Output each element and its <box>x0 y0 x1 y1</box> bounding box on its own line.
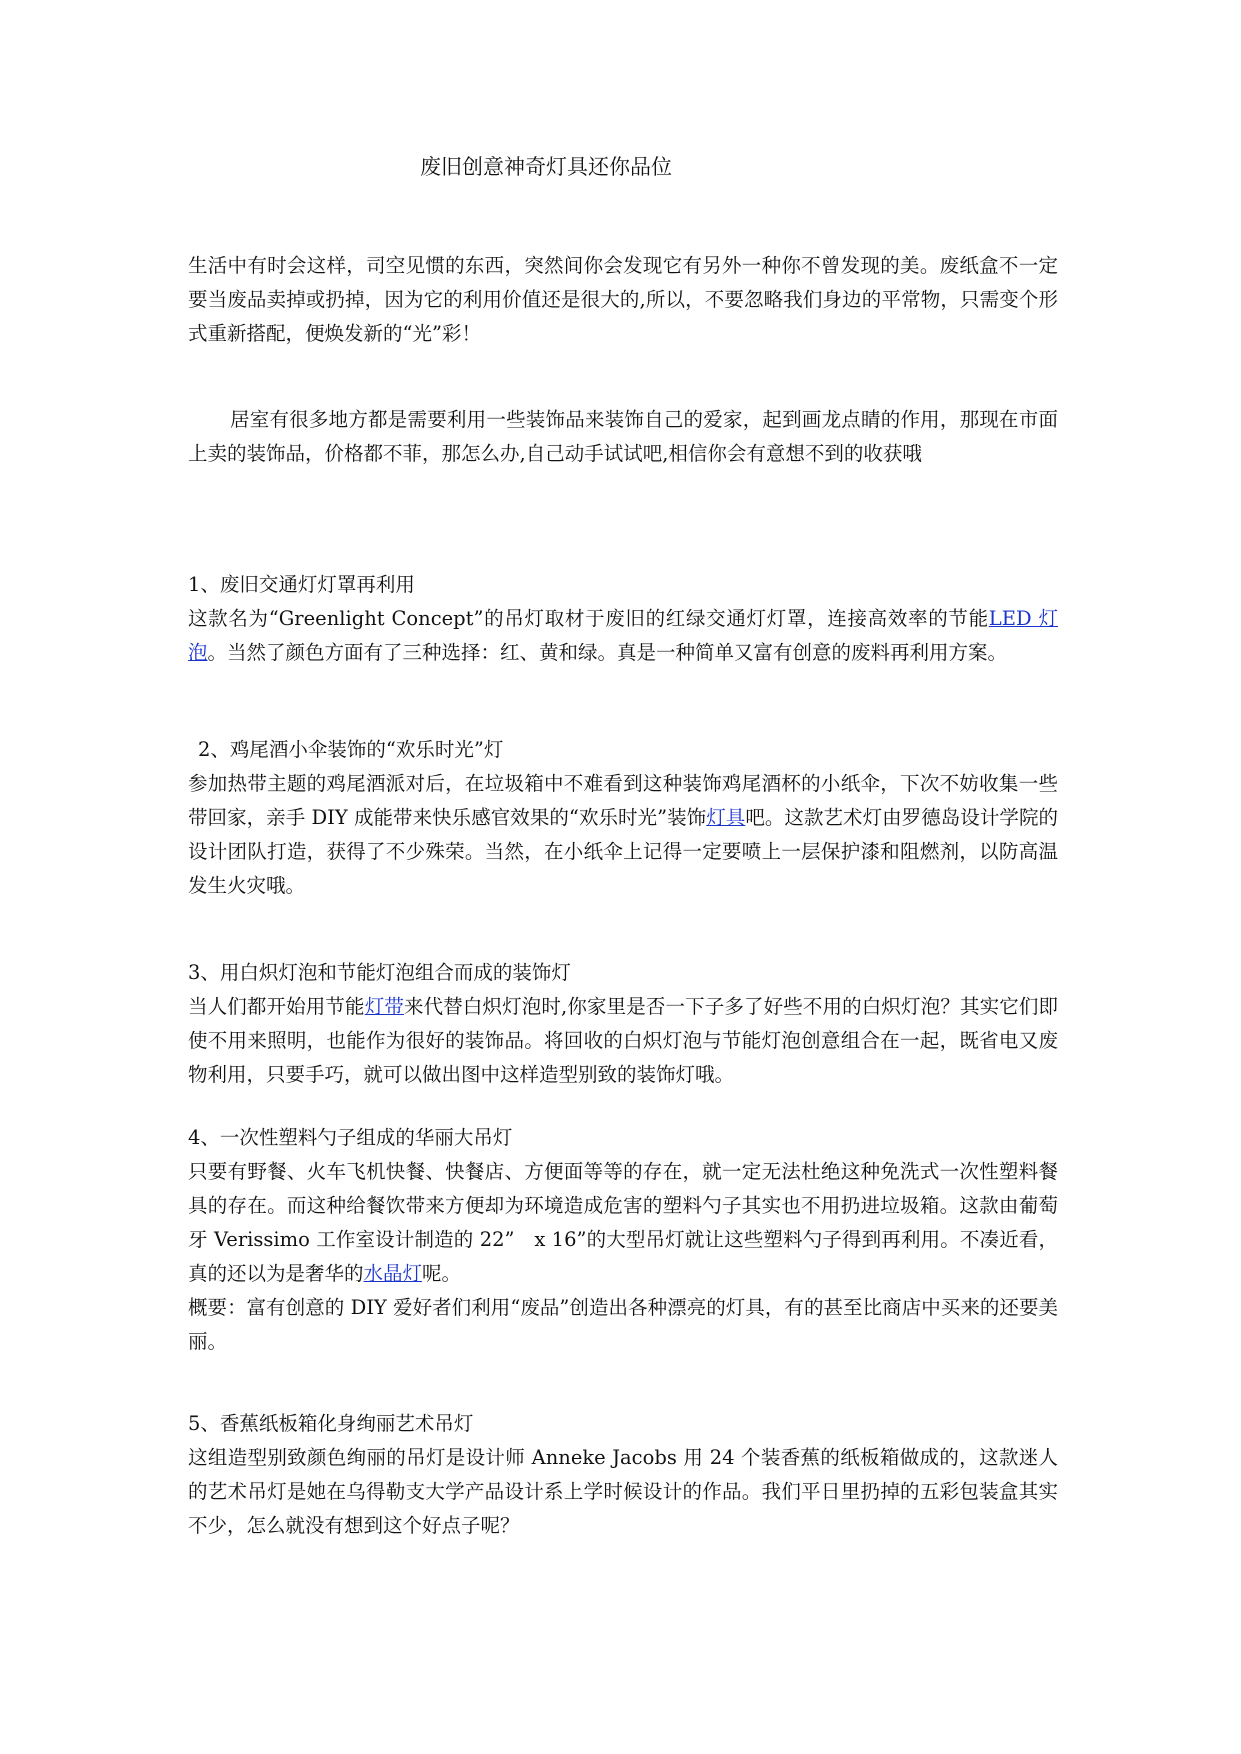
section-2-text-b: 吧。这款艺术灯由罗德岛设计学院的设计团队打造，获得了不少殊荣。当然，在小纸伞上记得一定要喷上一层保护漆和阻燃剂，以防高温发生火灾哦。 <box>188 806 1058 897</box>
section-3 <box>188 956 1058 1092</box>
section-2-paragraph <box>188 767 1058 903</box>
section-2 <box>188 733 1058 903</box>
section-4-text-b: 呢。 <box>422 1262 462 1285</box>
section-4 <box>188 1121 1058 1359</box>
led-bulb-link[interactable]: LED 灯泡 <box>188 607 1058 664</box>
section-5-paragraph: 这组造型别致颜色绚丽的吊灯是设计师 Anneke Jacobs 用 24 个装香蕉的纸板箱做成的，这款迷人的艺术吊灯是她在乌得勒支大学产品设计系上学时候设计的作品。我们平日里扔掉的五彩包装盒其实不少，怎么就没有想到这个好点子呢？ <box>188 1446 1058 1537</box>
intro2-paragraph-block <box>188 403 1058 471</box>
section-1-text-b: 。当然了颜色方面有了三种选择：红、黄和绿。真是一种简单又富有创意的废料再利用方案。 <box>207 641 1008 664</box>
section-5 <box>188 1407 1058 1543</box>
section-3-paragraph <box>188 990 1058 1092</box>
section-2-text-a: 参加热带主题的鸡尾酒派对后，在垃圾箱中不难看到这种装饰鸡尾酒杯的小纸伞，下次不妨收集一些带回家，亲手 DIY 成能带来快乐感官效果的“欢乐时光”装饰 <box>188 772 1058 829</box>
light-strip-link[interactable]: 灯带 <box>364 995 404 1018</box>
section-1-paragraph <box>188 602 1058 670</box>
section-4-text-a: 只要有野餐、火车飞机快餐、快餐店、方便面等等的存在，就一定无法杜绝这种免洗式一次性塑料餐具的存在。而这种给餐饮带来方便却为环境造成危害的塑料勺子其实也不用扔进垃圾箱。这款由葡萄牙 Verissimo 工作室设计制造的 22” x 16”的大型吊灯就让这些塑料勺子得到再利用。不凑近看，真的还以为是奢华的 <box>188 1160 1058 1285</box>
section-4-paragraph <box>188 1155 1058 1291</box>
section-2-heading: 2、鸡尾酒小伞装饰的“欢乐时光”灯 <box>198 738 504 761</box>
section-1-text-a: 这款名为“Greenlight Concept”的吊灯取材于废旧的红绿交通灯灯罩，连接高效率的节能 <box>188 607 989 630</box>
intro2-paragraph: 居室有很多地方都是需要利用一些装饰品来装饰自己的爱家，起到画龙点睛的作用，那现在市面上卖的装饰品，价格都不菲，那怎么办,自己动手试试吧,相信你会有意想不到的收获哦 <box>188 408 1058 465</box>
intro-paragraph: 生活中有时会这样，司空见惯的东西，突然间你会发现它有另外一种你不曾发现的美。废纸盒不一定要当废品卖掉或扔掉，因为它的利用价值还是很大的,所以，不要忽略我们身边的平常物，只需变个形式重新搭配，便焕发新的“光”彩！ <box>188 254 1058 345</box>
intro-paragraph-block <box>188 249 1058 351</box>
section-4-heading: 4、一次性塑料勺子组成的华丽大吊灯 <box>188 1126 513 1149</box>
section-1 <box>188 568 1058 670</box>
section-3-text-b: 来代替白炽灯泡时,你家里是否一下子多了好些不用的白炽灯泡？其实它们即使不用来照明，也能作为很好的装饰品。将回收的白炽灯泡与节能灯泡创意组合在一起，既省电又废物利用，只要手巧，就可以做出图中这样造型别致的装饰灯哦。 <box>188 995 1058 1086</box>
section-5-heading: 5、香蕉纸板箱化身绚丽艺术吊灯 <box>188 1412 474 1435</box>
section-3-heading: 3、用白炽灯泡和节能灯泡组合而成的装饰灯 <box>188 961 571 984</box>
crystal-lamp-link[interactable]: 水晶灯 <box>363 1262 423 1285</box>
lamp-link[interactable]: 灯具 <box>706 806 746 829</box>
summary-paragraph: 概要：富有创意的 DIY 爱好者们利用“废品”创造出各种漂亮的灯具，有的甚至比商店中买来的还要美丽。 <box>188 1296 1058 1353</box>
section-3-text-a: 当人们都开始用节能 <box>188 995 365 1018</box>
document-title: 废旧创意神奇灯具还你品位 <box>420 155 672 179</box>
section-1-heading: 1、废旧交通灯灯罩再利用 <box>188 573 415 596</box>
